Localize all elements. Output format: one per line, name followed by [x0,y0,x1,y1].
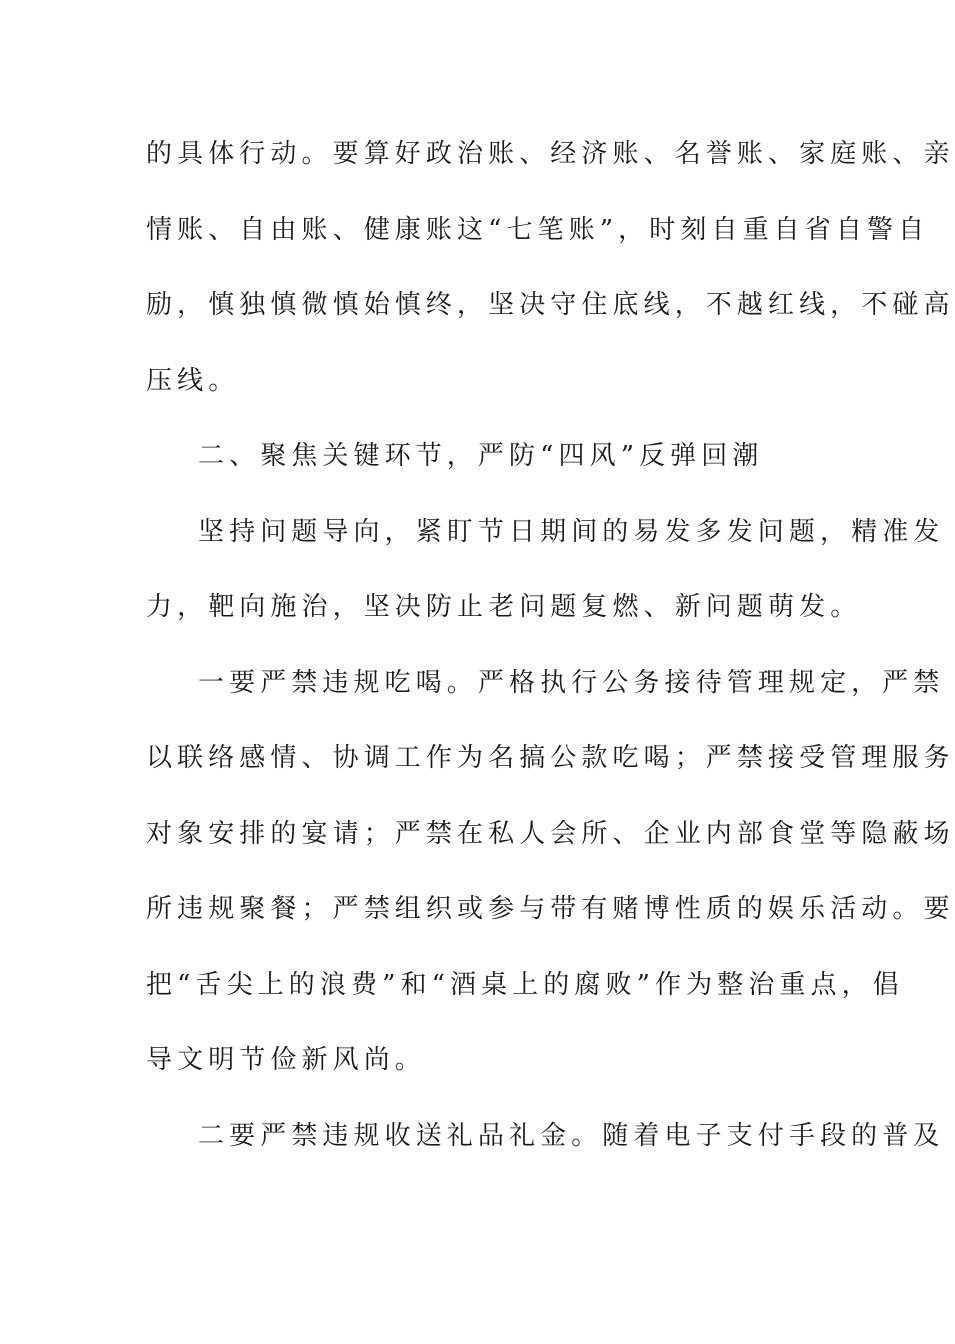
body-text-line: 二要严禁违规收送礼品礼金。随着电子支付手段的普及 [198,1120,945,1151]
body-text-line: 一要严禁违规吃喝。严格执行公务接待管理规定，严禁 [198,667,945,698]
body-text-line: 以联络感情、协调工作为名搞公款吃喝；严禁接受管理服务 [146,743,955,773]
body-text-line: 情账、自由账、健康账这“七笔账”，时刻自重自省自警自 [146,214,930,245]
body-text-line: 力，靶向施治，坚决防止老问题复燃、新问题萌发。 [146,592,862,622]
section-heading: 二、聚焦关键环节，严防“四风”反弹回潮 [198,441,764,471]
body-text-line: 的具体行动。要算好政治账、经济账、名誉账、家庭账、亲 [146,139,955,169]
body-text-line: 励，慎独慎微慎始慎终，坚决守住底线，不越红线，不碰高 [146,290,955,320]
body-text-line: 压线。 [146,365,240,396]
body-text-line: 所违规聚餐；严禁组织或参与带有赌博性质的娱乐活动。要 [146,894,955,924]
body-text-line: 导文明节俭新风尚。 [146,1045,426,1075]
body-text-line: 把“舌尖上的浪费”和“酒桌上的腐败”作为整治重点，倡 [146,969,904,1000]
body-text-line: 对象安排的宴请；严禁在私人会所、企业内部食堂等隐蔽场 [146,818,955,849]
document-page [146,128,955,1185]
body-text-line: 坚持问题导向，紧盯节日期间的易发多发问题，精准发 [198,516,945,547]
